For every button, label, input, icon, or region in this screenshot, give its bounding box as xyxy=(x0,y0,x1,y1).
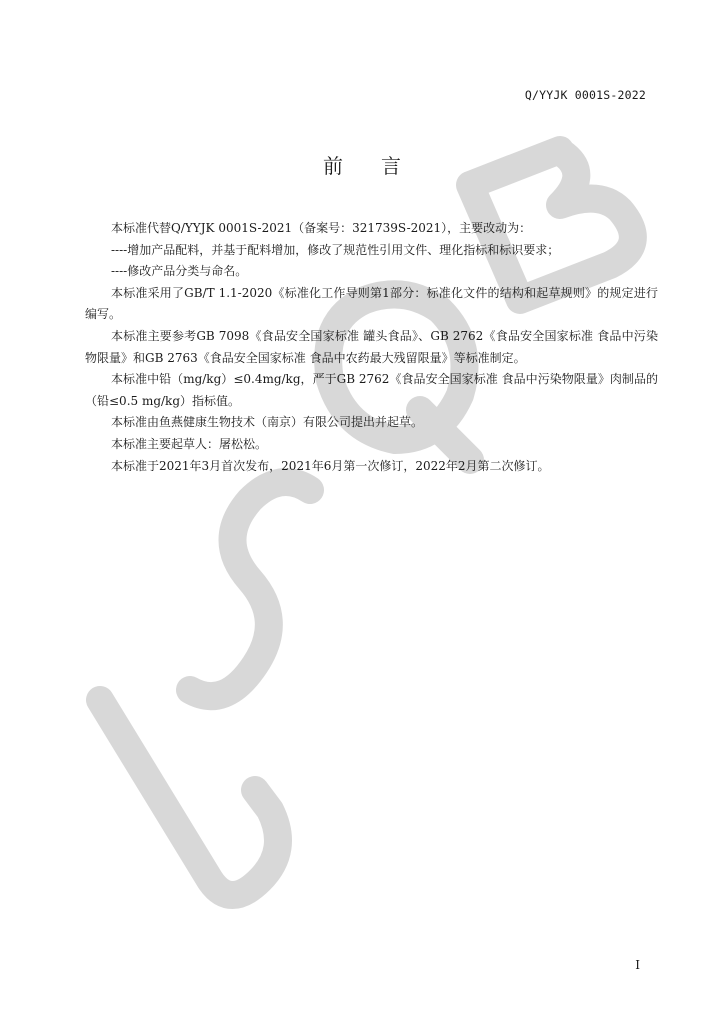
watermark-letter-s xyxy=(190,482,310,696)
paragraph-main-drafter: 本标准主要起草人：屠松松。 xyxy=(111,436,268,451)
document-body xyxy=(85,218,658,477)
paragraph-lead-limit: 本标准中铅（mg/kg）≤0.4mg/kg，严于GB 2762《食品安全国家标准 食品中污染物限量》肉制品的（铅≤0.5 mg/kg）指标值。 xyxy=(85,372,658,408)
paragraph-drafter-org: 本标准由鱼燕健康生物技术（南京）有限公司提出并起草。 xyxy=(111,415,424,430)
page-number: I xyxy=(635,958,640,972)
paragraph-change-1: ----增加产品配料，并基于配料增加，修改了规范性引用文件、理化指标和标识要求； xyxy=(111,242,560,257)
paragraph-release-history: 本标准于2021年3月首次发布，2021年6月第一次修订，2022年2月第二次修订。 xyxy=(111,458,550,473)
paragraph-change-2: ----修改产品分类与命名。 xyxy=(111,264,248,279)
paragraph-references: 本标准主要参考GB 7098《食品安全国家标准 罐头食品》、GB 2762《食品安全国家标准 食品中污染物限量》和GB 2763《食品安全国家标准 食品中农药最大残留限量》等标准制定。 xyxy=(85,328,658,365)
watermark-letter-j xyxy=(100,700,278,895)
document-code: Q/YYJK 0001S-2022 xyxy=(524,88,646,102)
page-title: 前言 xyxy=(323,154,439,178)
paragraph-drafting-rules: 本标准采用了GB/T 1.1-2020《标准化工作导则第1部分：标准化文件的结构和起草规则》的规定进行编写。 xyxy=(85,285,658,322)
paragraph-replacement: 本标准代替Q/YYJK 0001S-2021（备案号：321739S-2021），主要改动为： xyxy=(111,221,532,235)
